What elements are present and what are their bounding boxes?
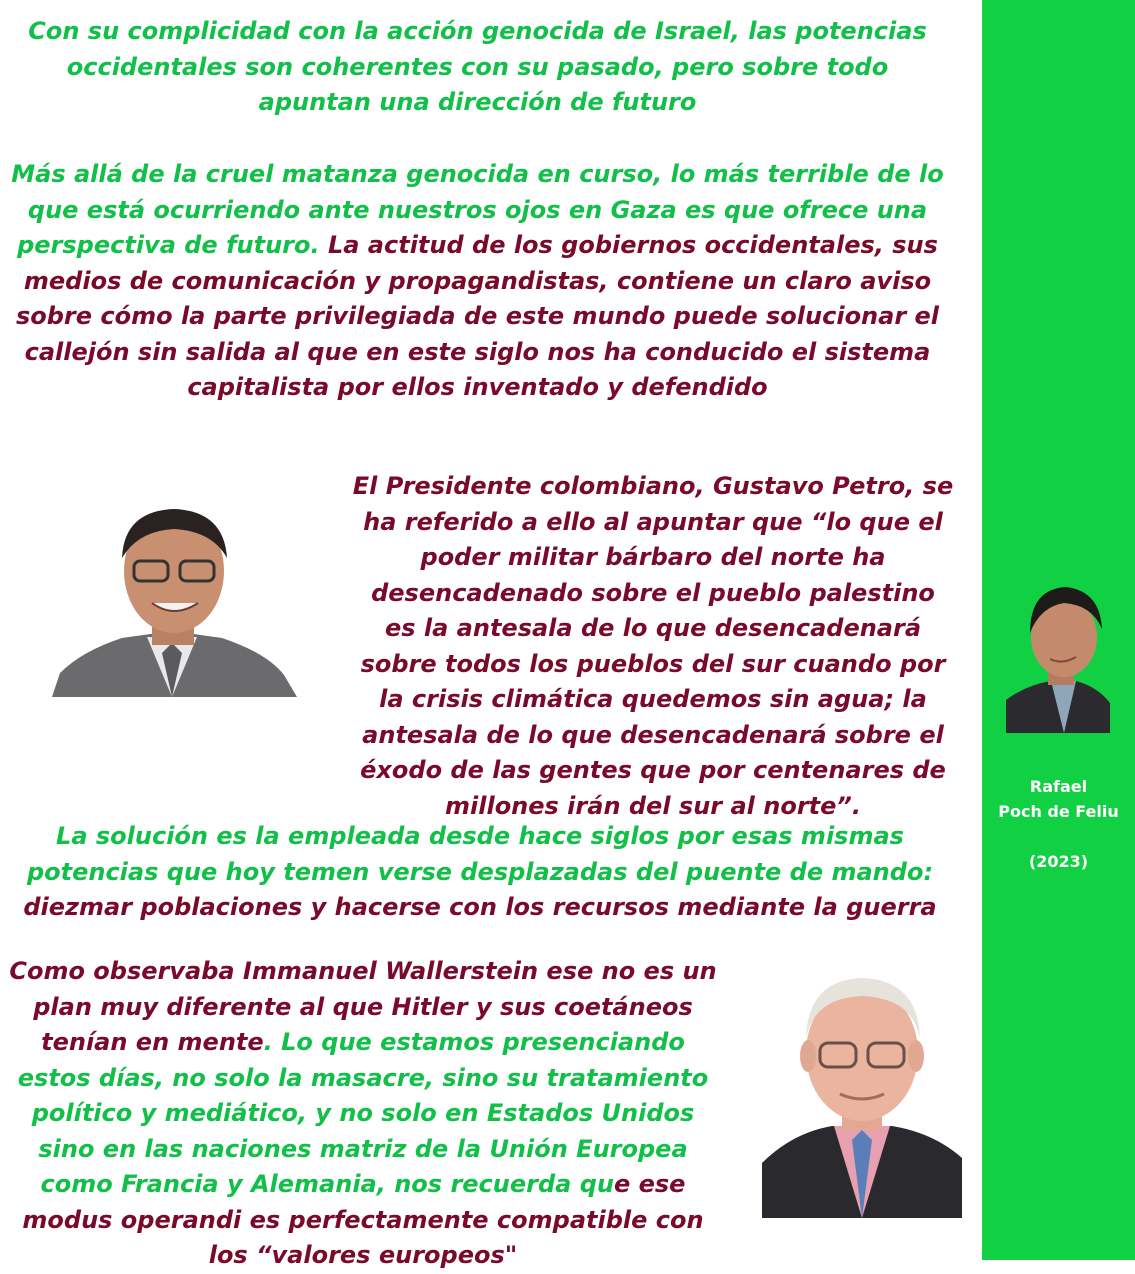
intro-green-text: Más allá de la cruel matanza genocida en curso, lo más terrible de lo que está ocurriendo ante nuestros ojos en Gaza es que ofrece una perspectiva de futuro. (11, 160, 944, 259)
author-last-name: Poch de Feliu (998, 802, 1119, 821)
intro-red-text: La actitud de los gobiernos occidentales, sus medios de comunicación y propagandistas, contiene un claro aviso sobre cómo la parte privilegiada de este mundo puede solucionar el callejón sin salida al que en este siglo nos ha conducido el sistema capitalista por ellos inventado y defendido (15, 231, 940, 401)
immanuel-wallerstein-photo (762, 968, 962, 1218)
solution-paragraph (15, 819, 945, 926)
petro-quote-paragraph (352, 469, 954, 824)
author-byline (982, 774, 1135, 874)
headline-text: Con su complicidad con la acción genocida de Israel, las potencias occidentales son coherentes con su pasado, pero sobre todo apuntan una dirección de futuro (28, 17, 927, 116)
rafael-poch-photo (1006, 585, 1110, 733)
author-first-name: Rafael (1029, 777, 1088, 796)
intro-paragraph (10, 157, 945, 406)
headline-paragraph (10, 14, 945, 121)
petro-quote-text: El Presidente colombiano, Gustavo Petro, se ha referido a ello al apuntar que “lo que el poder militar bárbaro del norte ha desencadenado sobre el pueblo palestino es la antesala de lo que desencadenará sobre todos los pueblos del sur cuando por la crisis climática quedemos sin agua; la antesala de lo que desencadenará sobre el éxodo de las gentes que por centenares de millones irán del sur al norte”. (352, 472, 954, 820)
gustavo-petro-photo (52, 503, 297, 697)
wallerstein-red-text-2: e ese modus operandi es perfectamente compatible con los “valores europeos" (22, 1170, 704, 1269)
publication-year: (2023) (1028, 852, 1089, 871)
solution-green-text: La solución es la empleada desde hace siglos por esas mismas potencias que hoy temen verse desplazadas del puente de mando: (26, 822, 934, 886)
wallerstein-paragraph (8, 954, 718, 1274)
solution-red-text: diezmar poblaciones y hacerse con los recursos mediante la guerra (23, 893, 937, 921)
wallerstein-green-text: . Lo que estamos presenciando estos días, no solo la masacre, sino su tratamiento político y mediático, y no solo en Estados Unidos sino en las naciones matriz de la Unión Europea como Francia y Alemania, nos recuerda qu (17, 1028, 709, 1198)
author-sidebar (982, 0, 1135, 1260)
wallerstein-red-text-1: Como observaba Immanuel Wallerstein ese no es un plan muy diferente al que Hitler y sus coetáneos tenían en mente (9, 957, 717, 1056)
